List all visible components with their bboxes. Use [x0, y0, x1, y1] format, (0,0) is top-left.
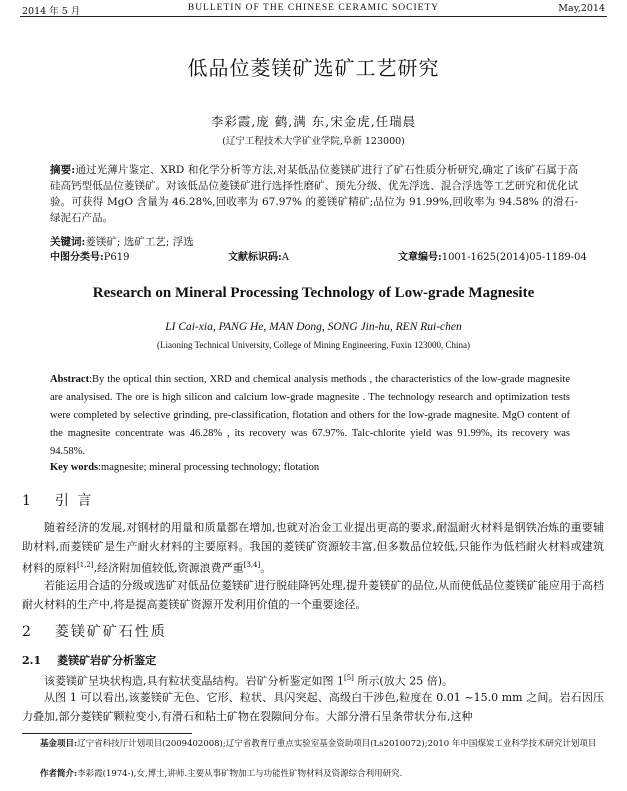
- intro-p1-citation: [1,2]: [77, 561, 94, 569]
- authors-en: LI Cai-xia, PANG He, MAN Dong, SONG Jin-hu, REN Rui-chen: [165, 321, 462, 333]
- section-1-number: 1: [22, 493, 33, 509]
- section-2-heading: [22, 621, 167, 641]
- p21a-tail: 所示(放大 25 倍)。: [353, 674, 453, 688]
- affiliation-zh: (辽宁工程技术大学矿业学院,阜新 123000): [222, 136, 405, 147]
- running-header-issue: May,2014: [558, 3, 605, 14]
- abstract-zh-label: 摘要:: [50, 164, 76, 176]
- intro-p1-end: 。: [260, 561, 272, 575]
- section-1-heading: [22, 490, 93, 510]
- author-bio-text: 李彩霞(1974-),女,博士,讲师.主要从事矿物加工与功能性矿物材料及资源综合利用研究.: [77, 769, 403, 779]
- section-2-number: 2: [22, 624, 33, 640]
- class-number: [50, 250, 130, 266]
- keywords-zh-label: 关键词:: [50, 236, 86, 248]
- abstract-en-label: Abstract: [50, 374, 90, 385]
- intro-paragraph-2: 若能运用合适的分级或选矿对低品位菱镁矿进行脱硅降钙处理,提升菱镁矿的品位,从而使低品位菱镁矿能应用于高档耐火材料的生产中,将是提高菱镁矿资源开发利用价值的一个重要途径。: [22, 579, 604, 611]
- author-footnote: [40, 767, 600, 781]
- intro-p1-tail: ,经济附加值较低,资源浪费严重: [93, 561, 244, 575]
- document-code: [228, 250, 289, 266]
- affiliation-en: (Liaoning Technical University, College of Mining Engineering, Fuxin 123000, China): [156, 340, 471, 350]
- abstract-zh-text: 通过光薄片鉴定、XRD 和化学分析等方法,对某低品位菱镁矿进行了矿石性质分析研究,确定了该矿石属于高硅高钙型低品位菱镁矿。对该低品位菱镁矿进行选择性磨矿、预先分级、优先浮选、混合浮选等工艺研究和优化试验。可获得 MgO 含量为 46.28%,回收率为 67.97% 的菱镁矿精矿;品位为 91.99%,回收率为 94.58% 的滑石-绿泥石产品。: [50, 164, 578, 224]
- article-number-label: 文章编号:: [398, 252, 442, 263]
- class-number-value: P619: [103, 252, 130, 263]
- paper-title-zh: 低品位菱镁矿选矿工艺研究: [187, 56, 440, 80]
- keywords-en: [50, 462, 319, 473]
- author-bio-label: 作者简介:: [40, 769, 78, 779]
- class-number-label: 中图分类号:: [50, 252, 104, 263]
- funding-label: 基金项目:: [40, 739, 78, 749]
- footnote-rule: [22, 733, 192, 734]
- paper-title-en: Research on Mineral Processing Technology of Low-grade Magnesite: [92, 285, 535, 301]
- subsection-2-1-title: 菱镁矿岩矿分析鉴定: [57, 654, 157, 667]
- intro-p1-citation-2: [3,4]: [243, 561, 261, 569]
- keywords-zh: [50, 234, 194, 250]
- abstract-zh: [50, 162, 578, 226]
- abstract-en-text: :By the optical thin section, XRD and chemical analysis methods , the characteristics of the low-grade magnesite are analysised. The ore is high silicon and calcium low-grade magnesite . The technology research and optimization tests were completed by selective grinding, pre-classification, flotation and others for the low-grade magnesite. MgO content of the magnesite concentrate was 46.28% , its recovery was 67.97%. Talc-chlorite yield was 91.99%, its recovery was 94.58%.: [50, 374, 570, 457]
- funding-text: 辽宁省科技厅计划项目(2009402008);辽宁省教育厅重点实验室基金资助项目(Ls2010072);2010 年中国煤炭工业科学技术研究计划项目: [77, 739, 597, 749]
- document-code-label: 文献标识码:: [228, 252, 282, 263]
- subsection-2-1-heading: [22, 652, 156, 668]
- article-number-value: 1001-1625(2014)05-1189-04: [441, 252, 587, 263]
- subsection-2-1-number: 2.1: [22, 654, 42, 667]
- p21a-text: 该菱镁矿呈块状构造,具有粒状变晶结构。岩矿分析鉴定如图 1: [44, 674, 344, 688]
- section-2-title: 菱镁矿矿石性质: [54, 624, 167, 640]
- section-1-title: 引 言: [54, 493, 94, 509]
- header-rule: [20, 16, 607, 17]
- document-code-value: A: [281, 252, 289, 263]
- article-number: [398, 250, 587, 266]
- authors-zh: 李彩霞,庞 鹤,满 东,宋金虎,任瑞晨: [210, 114, 417, 129]
- keywords-zh-text: 菱镁矿; 选矿工艺; 浮选: [85, 236, 194, 248]
- section-2-1-paragraph-2: 从图 1 可以看出,该菱镁矿无色、它形、粒状、具闪突起、高级白干涉色,粒度在 0.01 ~15.0 mm 之间。岩石因压力叠加,部分菱镁矿颗粒变小,有滑石和粘土矿物在裂隙间分布。大部分滑石呈条带状分布,这种: [22, 691, 604, 723]
- abstract-en: [50, 371, 570, 461]
- keywords-en-text: :magnesite; mineral processing technology; flotation: [98, 462, 320, 473]
- funding-footnote: [40, 737, 627, 751]
- running-header-date: 2014 年 5 月: [22, 6, 81, 17]
- p21a-citation: [5]: [344, 674, 354, 682]
- intro-paragraph-1: [22, 518, 604, 578]
- running-header-journal: BULLETIN OF THE CHINESE CERAMIC SOCIETY: [187, 3, 440, 13]
- intro-p1-text: 随着经济的发展,对钢材的用量和质量都在增加,也就对冶金工业提出更高的要求,耐温耐火材料是钢铁冶炼的重要辅助材料,而菱镁矿是生产耐火材料的主要原料。我国的菱镁矿资源较丰富,但多数品位较低,只能作为低档耐火材料或建筑材料的原料: [22, 521, 604, 575]
- keywords-en-label: Key words: [50, 462, 99, 473]
